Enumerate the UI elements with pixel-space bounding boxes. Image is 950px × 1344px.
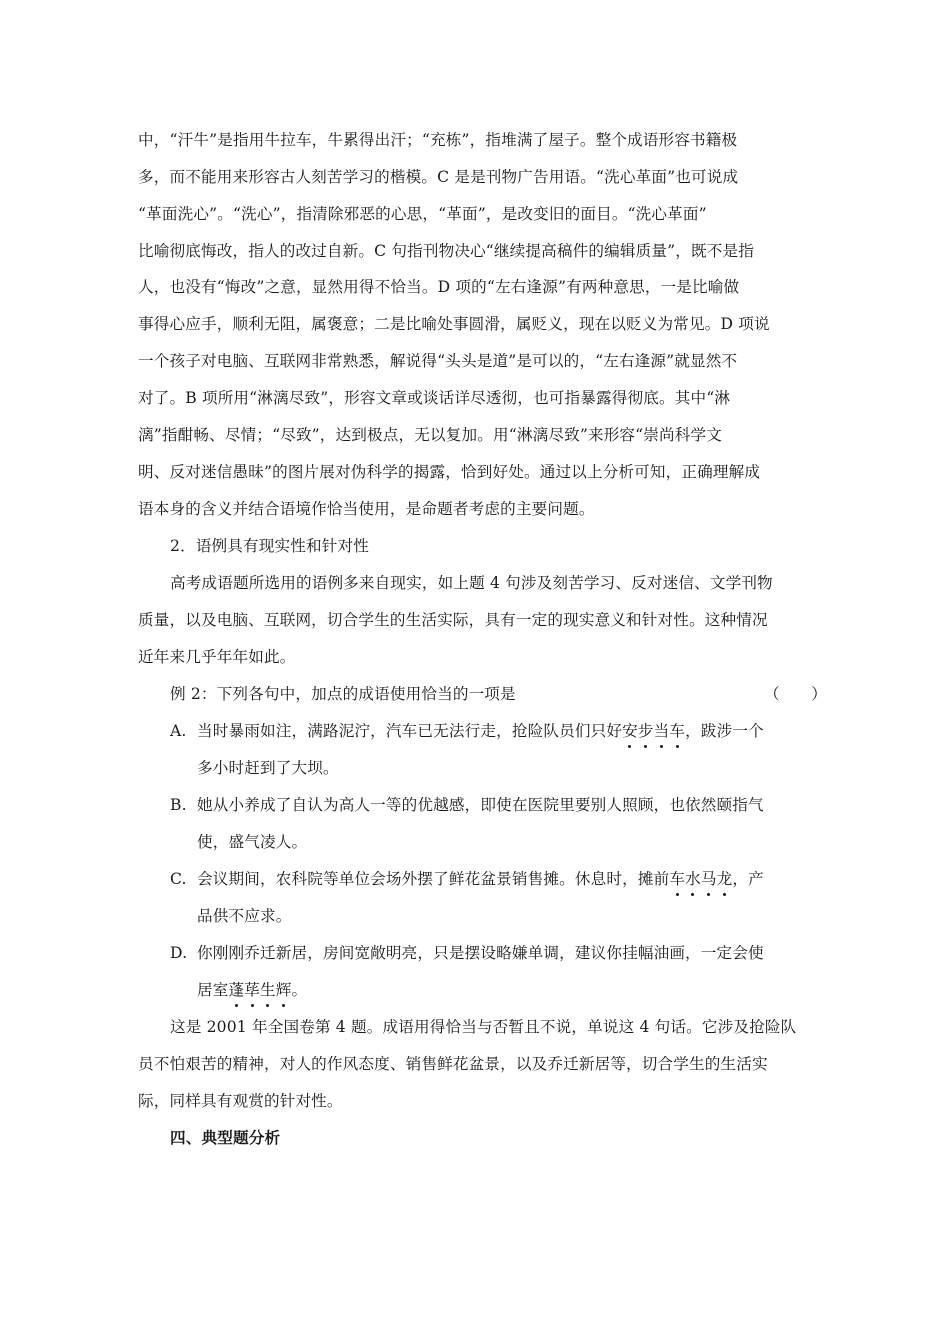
text-line: “革面洗心”。“洗心”，指清除邪恶的心思，“革面”，是改变旧的面目。“洗心革面” [138, 205, 707, 223]
option-text: ，产 [732, 870, 764, 888]
section-heading: 四、典型题分析 [170, 1128, 281, 1147]
option-label: A. [170, 722, 187, 740]
answer-blank: （ ） [764, 685, 827, 703]
text-line: 近年来几乎年年如此。 [138, 648, 296, 666]
text-line: 明、反对迷信愚昧”的图片展对伪科学的揭露，恰到好处。通过以上分析可知，正确理解成 [138, 463, 761, 481]
question-text: 例 2：下列各句中，加点的成语使用恰当的一项是 [170, 685, 516, 703]
emphasis-char: 龙 [716, 870, 733, 888]
text-line: 中，“汗牛”是指用牛拉车，牛累得出汗；“充栋”，指堆满了屋子。整个成语形容书籍极 [138, 131, 738, 149]
text-line: 语本身的含义并结合语境作恰当使用，是命题者考虑的主要问题。 [138, 500, 595, 518]
text-line: 漓”指酣畅、尽情；“尽致”，达到极点，无以复加。用“淋漓尽致”来形容“崇尚科学文 [138, 426, 723, 444]
option-text: 会议期间，农科院等单位会场外摆了鲜花盆景销售摊。休息时，摊前 [197, 870, 670, 888]
text-line: 员不怕艰苦的精神，对人的作风态度、销售鲜花盆景，以及乔迁新居等，切合学生的生活实 [138, 1055, 768, 1073]
dotted-idiom [669, 870, 732, 888]
emphasis-char: 荜 [244, 981, 260, 999]
text-line: 际，同样具有观赏的针对性。 [138, 1092, 343, 1110]
option-line [197, 869, 764, 889]
option-line: 她从小养成了自认为高人一等的优越感，即使在医院里要别人照顾，也依然颐指气 [197, 796, 764, 814]
emphasis-char: 安 [622, 722, 638, 740]
option-line: 品供不应求。 [197, 907, 292, 925]
text-line: 人，也没有“悔改”之意，显然用得不恰当。D 项的“左右逢源”有两种意思，一是比喻做 [138, 278, 740, 296]
emphasis-char: 辉 [275, 981, 292, 999]
option-label: C. [170, 870, 187, 888]
emphasis-char: 水 [685, 870, 701, 888]
option-text: 。 [291, 981, 308, 999]
option-line: 使，盛气凌人。 [197, 833, 308, 851]
emphasis-char: 蓬 [228, 981, 245, 999]
emphasis-char: 车 [669, 722, 686, 740]
option-line: 多小时赶到了大坝。 [197, 759, 339, 777]
emphasis-char: 步 [637, 722, 654, 740]
text-line: 质量，以及电脑、互联网，切合学生的生活实际，具有一定的现实意义和针对性。这种情况 [138, 611, 768, 629]
text-line: 这是 2001 年全国卷第 4 题。成语用得恰当与否暂且不说，单说这 4 句话。它涉及抢险队 [170, 1018, 797, 1036]
dotted-idiom [229, 981, 292, 999]
emphasis-char: 当 [653, 722, 670, 740]
option-line [197, 980, 307, 1000]
option-text: 居室 [197, 981, 229, 999]
option-text: ，跋涉一个 [685, 722, 764, 740]
section-heading: 2．语例具有现实性和针对性 [170, 537, 369, 555]
option-line [197, 721, 764, 741]
dotted-idiom [622, 722, 685, 740]
option-label: B. [170, 796, 187, 814]
option-line: 你刚刚乔迁新居，房间宽敞明亮，只是摆设略嫌单调，建议你挂幅油画，一定会使 [197, 944, 764, 962]
emphasis-char: 马 [700, 870, 717, 888]
text-line: 一个孩子对电脑、互联网非常熟悉，解说得“头头是道”是可以的，“左右逢源”就显然不 [138, 352, 738, 370]
text-line: 高考成语题所选用的语例多来自现实，如上题 4 句涉及刻苦学习、反对迷信、文学刊物 [170, 574, 773, 592]
text-line: 多，而不能用来形容古人刻苦学习的楷模。C 是是刊物广告用语。“洗心革面”也可说成 [138, 168, 739, 186]
text-line: 对了。B 项所用“淋漓尽致”，形容文章或谈话详尽透彻，也可指暴露得彻底。其中“淋 [138, 389, 731, 407]
text-line: 比喻彻底悔改，指人的改过自新。C 句指刊物决心“继续提高稿件的编辑质量”，既不是指 [138, 242, 754, 260]
option-label: D. [170, 944, 188, 962]
text-line: 事得心应手，顺利无阻，属褒意；二是比喻处事圆滑，属贬义，现在以贬义为常见。D 项说 [138, 315, 770, 333]
emphasis-char: 车 [669, 870, 686, 888]
option-text: 当时暴雨如注，满路泥泞，汽车已无法行走，抢险队员们只好 [197, 722, 623, 740]
emphasis-char: 生 [260, 981, 276, 999]
